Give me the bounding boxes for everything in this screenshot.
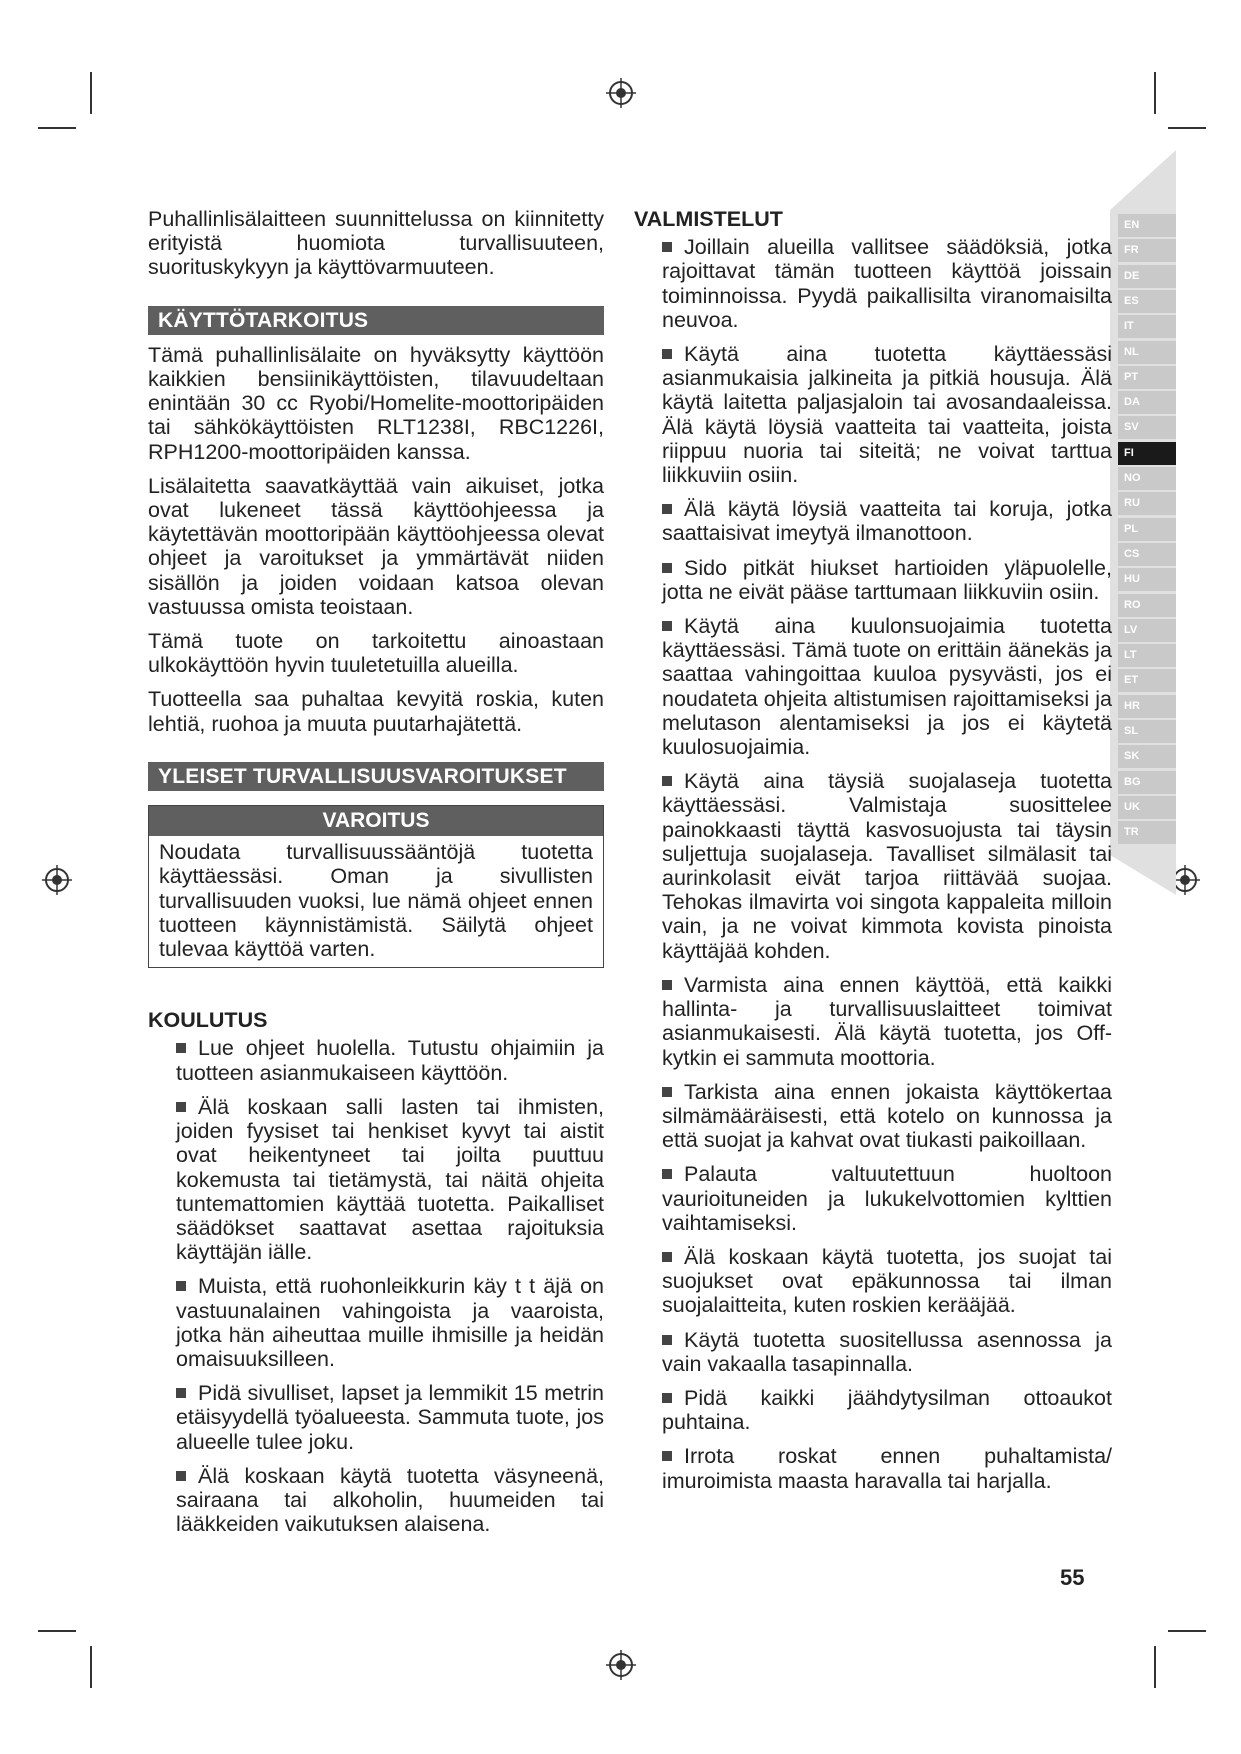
language-tab-es: ES	[1118, 290, 1176, 313]
bullet-square-icon	[662, 1252, 672, 1262]
warning-text: Noudata turvallisuussääntöjä tuotetta käyttäessäsi. Oman ja sivullisten turvallisuuden vuoksi, lue nämä ohjeet ennen tuotteen käynnistämistä. Säilytä ohjeet tulevaa käyttöä varten.	[159, 840, 593, 962]
bullet-square-icon	[662, 621, 672, 631]
list-item: Älä käytä löysiä vaatteita tai koruja, jotka saattaisivat imeytyä ilmanottoon.	[662, 497, 1112, 546]
bullet-square-icon	[662, 1169, 672, 1179]
bullet-square-icon	[662, 1335, 672, 1345]
bullet-square-icon	[176, 1471, 186, 1481]
bullet-square-icon	[662, 504, 672, 514]
language-tab-pl: PL	[1118, 518, 1176, 541]
training-heading: KOULUTUS	[148, 1008, 268, 1033]
crop-mark	[1168, 127, 1206, 129]
registration-mark-icon	[42, 865, 72, 895]
list-item: Käytä aina täysiä suojalaseja tuotetta käyttäessäsi. Valmistaja suosittelee painokkaasti täyttä kasvosuojusta tai täysin suljettuja suojalaseja. Tavalliset silmälasit tai aurinkolasit eivät tarjoa riittävää suojaa. Tehokas ilmavirta voi singota kappaleita milloin vain, ja ne voivat kimmota kovista pinoista käyttäjää kohden.	[662, 769, 1112, 963]
language-tab-lt: LT	[1118, 644, 1176, 667]
bullet-square-icon	[662, 349, 672, 359]
language-tab-no: NO	[1118, 467, 1176, 490]
preparation-list	[634, 235, 1112, 1493]
list-item: Joillain alueilla vallitsee säädöksiä, jotka rajoittavat tämän tuotteen käyttöä joissain toiminnoissa. Pyydä paikallisilta viranomaisilta neuvoa.	[662, 235, 1112, 332]
crop-mark	[90, 72, 92, 114]
bullet-square-icon	[176, 1043, 186, 1053]
bullet-square-icon	[662, 980, 672, 990]
list-item: Älä koskaan salli lasten tai ihmisten, joiden fyysiset tai henkiset kyvyt tai aistit ovat heikentyneet tai joilta puuttuu kokemusta tai tietämystä, tai näitä ohjeita tuntemattomien käyttää tuotetta. Paikalliset säädökset saattavat asettaa rajoituksia käyttäjän iälle.	[176, 1094, 604, 1265]
language-tab-en: EN	[1118, 214, 1176, 237]
language-tab-da: DA	[1118, 391, 1176, 414]
language-tab-uk: UK	[1118, 796, 1176, 819]
purpose-paragraph: Tuotteella saa puhaltaa kevyitä roskia, kuten lehtiä, ruohoa ja muuta puutarhajätettä.	[148, 687, 604, 736]
registration-mark-icon	[606, 1650, 636, 1680]
list-item: Käytä aina tuotetta käyttäessäsi asianmukaisia jalkineita ja pitkiä housuja. Älä käytä laitetta paljasjaloin tai avosandaaleissa. Älä käytä löysiä vaatteita tai vaatteita, joista riippuu nuoria tai siteitä; ne voivat tarttua liikkuviin osiin.	[662, 342, 1112, 488]
purpose-paragraph: Lisälaitetta saavatkäyttää vain aikuiset, jotka ovat lukeneet tässä käyttöohjeessa ja käytettävän moottoripään käyttöohjeessa olevat ohjeet ja varoitukset ja ymmärtävät niiden sisällön ja joiden voidaan katsoa olevan vastuussa omista teoistaan.	[148, 473, 604, 619]
language-tab-nl: NL	[1118, 341, 1176, 364]
bullet-square-icon	[662, 1087, 672, 1097]
crop-mark	[1154, 72, 1156, 114]
bullet-square-icon	[662, 1451, 672, 1461]
purpose-paragraph: Tämä puhallinlisälaite on hyväksytty käyttöön kaikkien bensiinikäyttöisten, tilavuudeltaan enintään 30 cc Ryobi/Homelite-moottoripäiden tai sähkökäyttöisten RLT1238I, RBC1226I, RPH1200-moottoripäiden kanssa.	[148, 342, 604, 464]
page-number: 55	[1060, 1565, 1085, 1590]
training-list	[148, 1036, 604, 1536]
language-tab-de: DE	[1118, 265, 1176, 288]
list-item: Käytä tuotetta suositellussa asennossa ja vain vakaalla tasapinnalla.	[662, 1327, 1112, 1376]
language-tab-lv: LV	[1118, 619, 1176, 642]
left-column	[148, 207, 604, 1546]
crop-mark	[38, 127, 76, 129]
intro-paragraph: Puhallinlisälaitteen suunnittelussa on kiinnitetty erityistä huomiota turvallisuuteen, suorituskykyyn ja käyttövarmuuteen.	[148, 207, 604, 280]
crop-mark	[1154, 1646, 1156, 1688]
list-item: Irrota roskat ennen puhaltamista/ imuroimista maasta haravalla tai harjalla.	[662, 1444, 1112, 1493]
language-tab-sk: SK	[1118, 745, 1176, 768]
crop-mark	[90, 1646, 92, 1688]
language-tab-cs: CS	[1118, 543, 1176, 566]
list-item: Käytä aina kuulonsuojaimia tuotetta käyttäessäsi. Tämä tuote on erittäin äänekäs ja saattaa vahingoittaa kuuloa pysyvästi, jos ei noudateta ohjeita altistumisen rajoittamiseksi ja melutason alentamiseksi ja jos ei käytetä kuulosuojaimia.	[662, 614, 1112, 760]
language-tab-sv: SV	[1118, 416, 1176, 439]
warning-box	[148, 805, 604, 968]
crop-mark	[38, 1630, 76, 1632]
list-item: Lue ohjeet huolella. Tutustu ohjaimiin ja tuotteen asianmukaiseen käyttöön.	[176, 1036, 604, 1085]
right-column	[634, 207, 1112, 1503]
list-item: Pidä kaikki jäähdytysilman ottoaukot puhtaina.	[662, 1385, 1112, 1435]
bullet-square-icon	[176, 1102, 186, 1112]
bullet-square-icon	[662, 242, 672, 252]
language-tab-fr: FR	[1118, 239, 1176, 262]
purpose-paragraph: Tämä tuote on tarkoitettu ainoastaan ulkokäyttöön hyvin tuuletetuilla alueilla.	[148, 629, 604, 678]
language-tab-et: ET	[1118, 669, 1176, 692]
language-tab-hr: HR	[1118, 695, 1176, 718]
list-item: Pidä sivulliset, lapset ja lemmikit 15 metrin etäisyydellä työalueesta. Sammuta tuote, jos alueelle tulee joku.	[176, 1381, 604, 1454]
list-item: Sido pitkät hiukset hartioiden yläpuolelle, jotta ne eivät pääse tarttumaan liikkuviin osiin.	[662, 555, 1112, 604]
language-tab-strip	[1110, 150, 1176, 895]
bullet-square-icon	[662, 1393, 672, 1403]
list-item: Muista, että ruohonleikkurin käy t t äjä on vastuunalainen vahingoista ja vaaroista, jotka hän aiheuttaa muille ihmisille ja heidän omaisuuksilleen.	[176, 1274, 604, 1371]
list-item: Älä koskaan käytä tuotetta, jos suojat tai suojukset ovat epäkunnossa tai ilman suojalaitteita, kuten roskien kerääjää.	[662, 1244, 1112, 1318]
list-item: Varmista aina ennen käyttöä, että kaikki hallinta- ja turvallisuuslaitteet toimivat asianmukaisesti. Älä käytä tuotetta, jos Off-kytkin ei sammuta moottoria.	[662, 972, 1112, 1070]
language-tab-bg: BG	[1118, 771, 1176, 794]
bullet-square-icon	[662, 563, 672, 573]
list-item: Tarkista aina ennen jokaista käyttökertaa silmämääräisesti, että kotelo on kunnossa ja että suojat ja kahvat ovat tiukasti paikoillaan.	[662, 1079, 1112, 1153]
language-tab-sl: SL	[1118, 720, 1176, 743]
language-tab-pt: PT	[1118, 366, 1176, 389]
general-safety-heading: YLEISET TURVALLISUUSVAROITUKSET	[148, 762, 604, 791]
bullet-square-icon	[176, 1388, 186, 1398]
warning-title: VAROITUS	[149, 806, 603, 836]
list-item: Älä koskaan käytä tuotetta väsyneenä, sairaana tai alkoholin, huumeiden tai lääkkeiden vaikutuksen alaisena.	[176, 1463, 604, 1537]
language-tab-ru: RU	[1118, 492, 1176, 515]
language-tab-fi: FI	[1118, 442, 1176, 465]
purpose-heading: KÄYTTÖTARKOITUS	[148, 306, 604, 335]
language-tab-ro: RO	[1118, 594, 1176, 617]
list-item: Palauta valtuutettuun huoltoon vaurioituneiden ja lukukelvottomien kylttien vaihtamiseksi.	[662, 1162, 1112, 1235]
bullet-square-icon	[662, 776, 672, 786]
registration-mark-icon	[606, 78, 636, 108]
language-tab-it: IT	[1118, 315, 1176, 338]
bullet-square-icon	[176, 1281, 186, 1291]
crop-mark	[1168, 1630, 1206, 1632]
language-tab-hu: HU	[1118, 568, 1176, 591]
preparation-heading: VALMISTELUT	[634, 207, 783, 231]
language-tab-tr: TR	[1118, 821, 1176, 844]
